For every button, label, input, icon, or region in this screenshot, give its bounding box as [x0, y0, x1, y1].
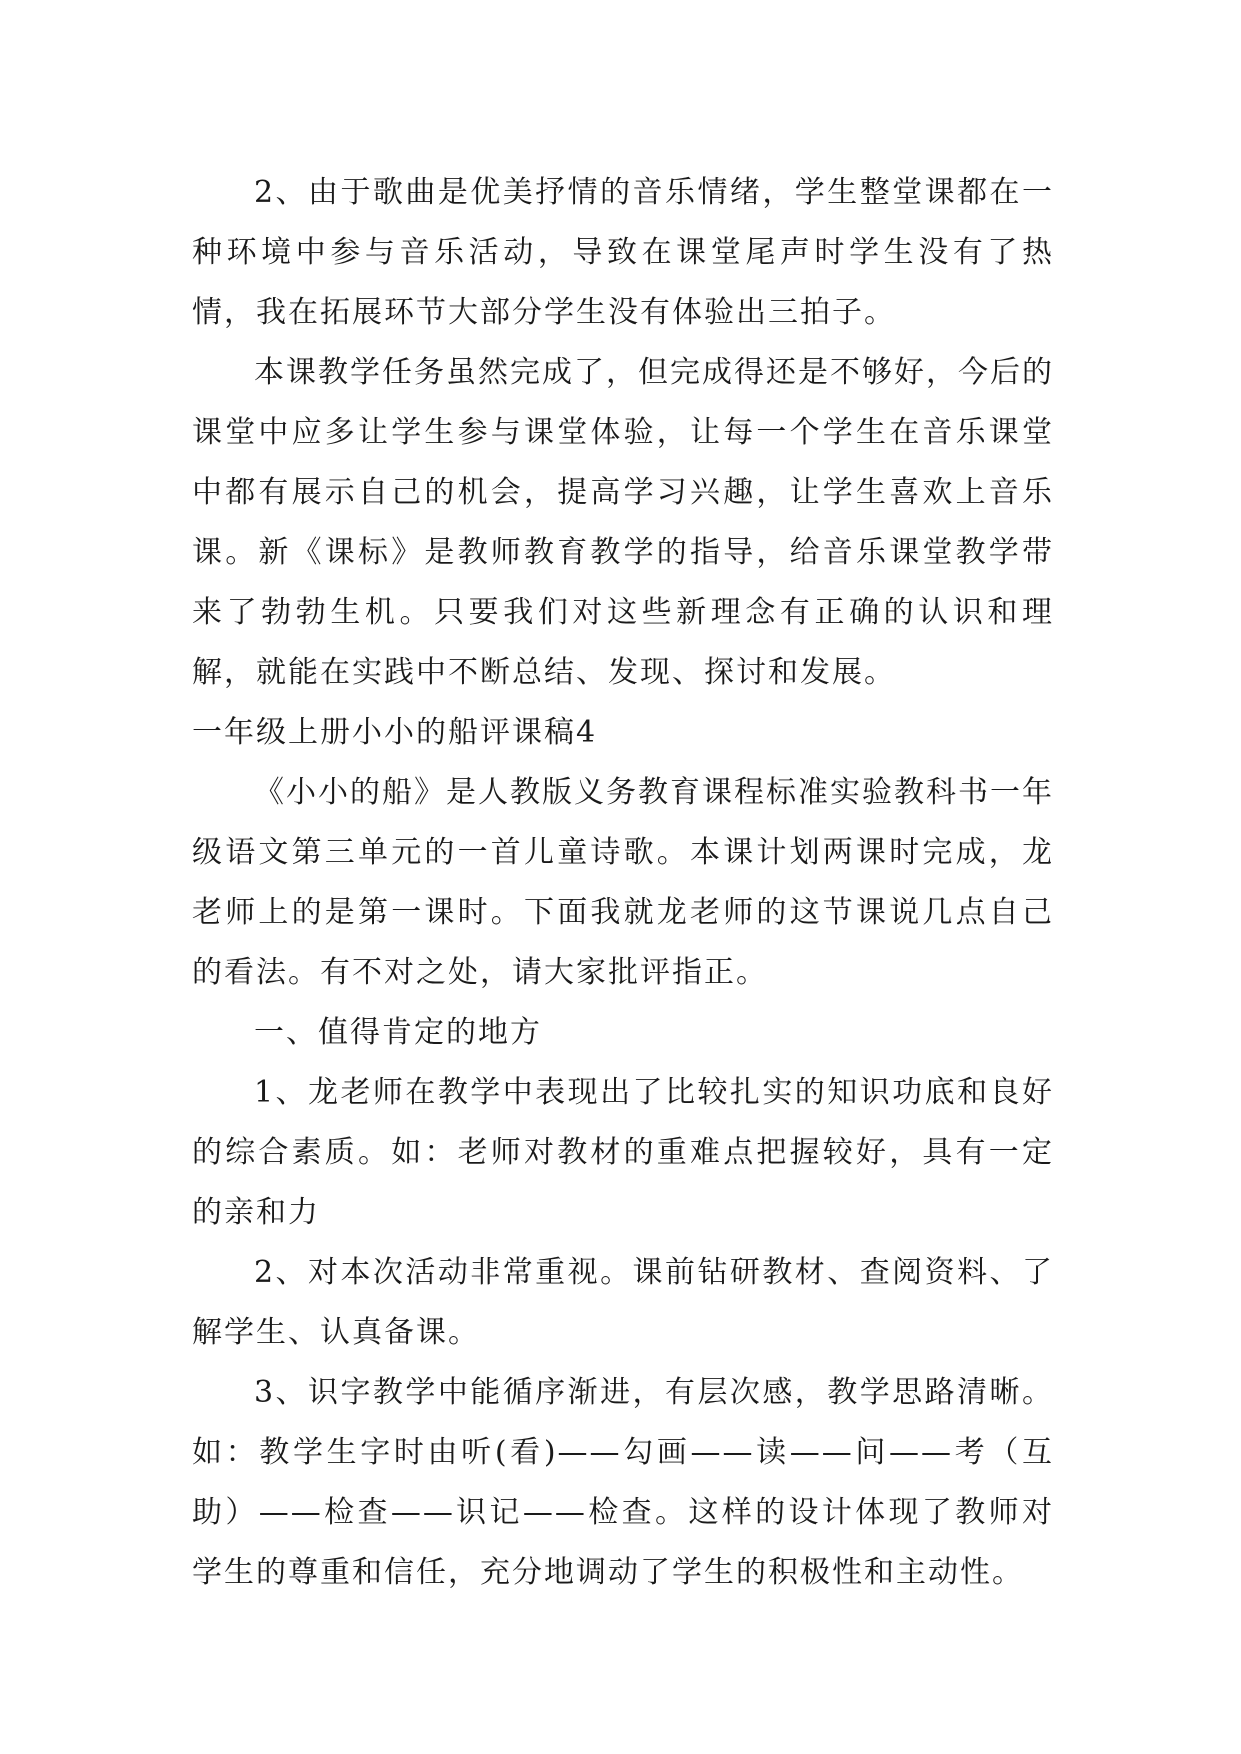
paragraph-song-emotion: 2、由于歌曲是优美抒情的音乐情绪，学生整堂课都在一种环境中参与音乐活动，导致在课堂尾声时学生没有了热情，我在拓展环节大部分学生没有体验出三拍子。 — [192, 175, 1054, 330]
paragraph-point-1: 1、龙老师在教学中表现出了比较扎实的知识功底和良好的综合素质。如：老师对教材的重难点把握较好，具有一定的亲和力 — [192, 1075, 1054, 1230]
paragraph-subheading-merits: 一、值得肯定的地方 — [254, 1015, 542, 1050]
paragraph-intro: 《小小的船》是人教版义务教育课程标准实验教科书一年级语文第三单元的一首儿童诗歌。本课计划两课时完成，龙老师上的是第一课时。下面我就龙老师的这节课说几点自己的看法。有不对之处，请大家批评指正。 — [192, 775, 1054, 990]
paragraph-lesson-summary: 本课教学任务虽然完成了，但完成得还是不够好，今后的课堂中应多让学生参与课堂体验，让每一个学生在音乐课堂中都有展示自己的机会，提高学习兴趣，让学生喜欢上音乐课。新《课标》是教师教育教学的指导，给音乐课堂教学带来了勃勃生机。只要我们对这些新理念有正确的认识和理解，就能在实践中不断总结、发现、探讨和发展。 — [192, 355, 1054, 690]
paragraph-point-3: 3、识字教学中能循序渐进，有层次感，教学思路清晰。如：教学生字时由听(看)——勾画——读——问——考（互助）——检查——识记——检查。这样的设计体现了教师对学生的尊重和信任，充分地调动了学生的积极性和主动性。 — [192, 1375, 1054, 1590]
paragraph-point-2: 2、对本次活动非常重视。课前钻研教材、查阅资料、了解学生、认真备课。 — [192, 1255, 1054, 1350]
document-body — [192, 163, 1054, 1603]
section-heading: 一年级上册小小的船评课稿4 — [192, 715, 598, 750]
